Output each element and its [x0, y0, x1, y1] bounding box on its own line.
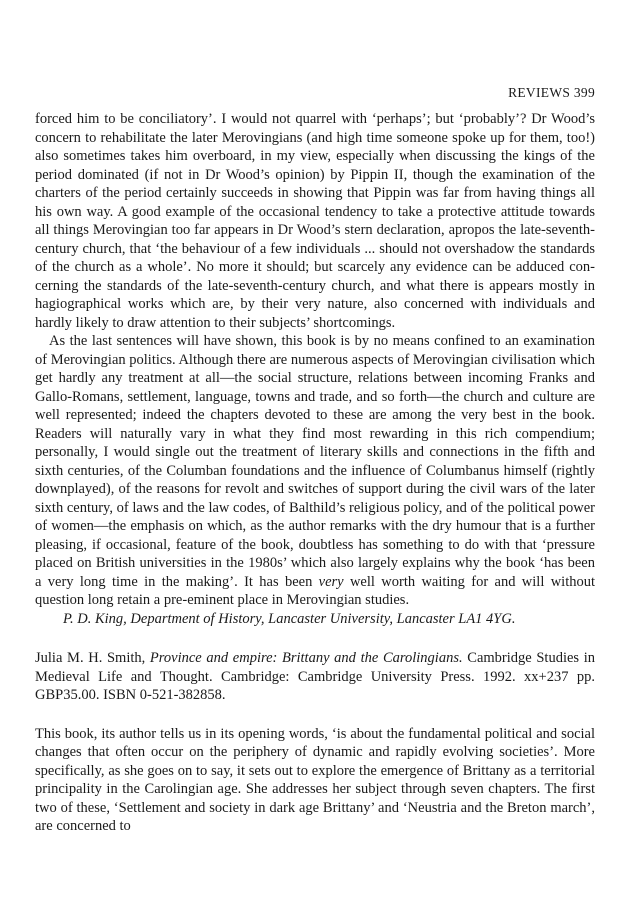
paragraph-text: well worth waiting for and will without question long retain a pre-eminent place in Merovingian studies. [35, 573, 596, 608]
reviewer-name: P. D. King [63, 610, 124, 627]
review-paragraph: forced him to be conciliatory’. I would not quarrel with ‘perhaps’; but ‘probably’? Dr Wood’s concern to rehabilitate the later Merovingians (and high time someone spoke up for them, too!) also sometimes takes him overboard, in my view, especially when discussing the kings of the period dominated (if not in Dr Wood’s opinion) by Pippin II, though the examination of the charters of the period certainly succeeds in showing that Pippin was far from having things all his own way. A good example of the occasional tendency to take a protective attitude towards all things Merovingian too far appears in Dr Wood’s stern declaration, apropos the late-seventh-century church, that ‘the behaviour of a few individuals ... should not overshadow the standards of the church as a whole’. No more it should; but scarcely any evidence can be adduced concerning the standards of the late-seventh-century church, and what there is appears mostly in hagiographical works which are, by their very nature, also concerned with individuals and hardly likely to draw attention to their subjects’ shortcomings. [35, 111, 595, 331]
page-body [35, 84, 595, 836]
book-author: Julia M. H. Smith, [35, 650, 150, 666]
book-citation [35, 649, 595, 705]
book-title: Province and empire: Brittany and the Carolingians. [149, 650, 463, 666]
emphasis-text: very [318, 573, 344, 590]
reviewer-signature [35, 610, 595, 629]
paragraph-text: As the last sentences will have shown, this book is by no means confined to an examination of Merovingian politics. Although there are numerous aspects of Merovingian civilisation which get hardly any treatment at all—the social structure, relations between incoming Franks and Gallo-Romans, settlement, language, towns and trade, and so forth—the church and culture are well represented; indeed the chapters devoted to these are among the very best in the book. Readers will naturally vary in what they find most rewarding in this rich compendium; personally, I would single out the treatment of literary skills and connections in the fifth and sixth centuries, of the Columban foundations and the influence of Columbanus himself (rightly downplayed), of the reasons for revolt and switches of support during the civil wars of the later sixth century, of laws and the law codes, of Balthild’s religious policy, and of the political power of women—the emphasis on which, as the author remarks with the dry humour that is a further pleasing, if occasional, feature of the book, doubtless has something to do with that ‘pressure placed on British universities in the 1980s’ which also largely explains why the book ‘has been a very long time in the making’. It has been [35, 333, 595, 590]
running-head: REVIEWS 399 [508, 85, 595, 100]
reviewer-affiliation: , Department of History, Lancaster University, Lancaster LA1 4YG. [123, 610, 516, 627]
review-paragraph: This book, its author tells us in its opening words, ‘is about the fundamental political and social changes that often occur on the periphery of dynamic and rapidly evolving societies’. More specifically, as she goes on to say, it sets out to explore the emergence of Brittany as a territorial principality in the Carolingian age. She addresses her subject through seven chapters. The first two of these, ‘Settlement and society in dark age Brittany’ and ‘Neustria and the Breton march’, are concerned to [35, 725, 595, 834]
review-paragraph [35, 332, 595, 610]
book-details: Cambridge Studies in Medieval Life and Thought. Cambridge: Cambridge University Press. 1992. xx+237 pp. GBP35.00. ISBN 0-521-382858. [35, 650, 595, 703]
